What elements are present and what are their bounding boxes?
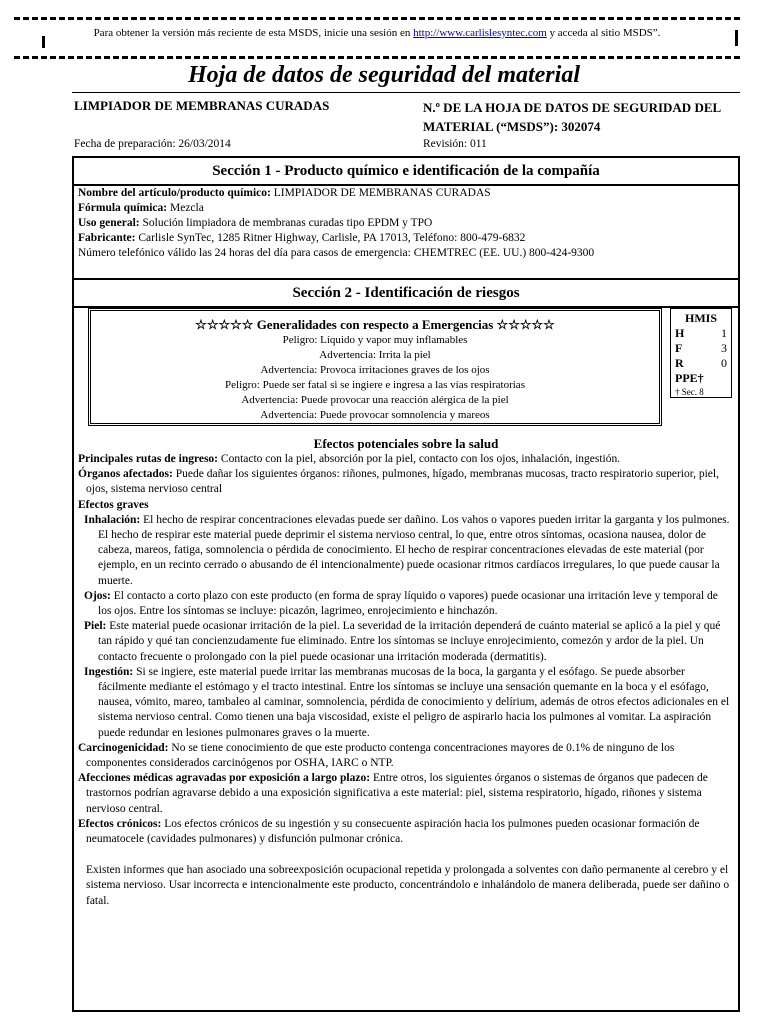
emergency-title: ☆☆☆☆☆ Generalidades con respecto a Emergencias ☆☆☆☆☆ bbox=[195, 317, 555, 332]
title-rule bbox=[72, 92, 740, 93]
general-use-row: Uso general: Solución limpiadora de membranas curadas tipo EPDM y TPO bbox=[78, 217, 433, 229]
carcinogenicity: Carcinogenicidad: No se tiene conocimiento de que este producto contenga concentraciones mayores de 0.1% de ninguno de los componentes considerados carcinógenos por OSHA, IARC o NTP. bbox=[78, 741, 675, 770]
hmis-title: HMIS bbox=[684, 311, 717, 325]
section2-heading: Sección 2 - Identificación de riesgos bbox=[74, 278, 738, 308]
skin-effects: Piel: Este material puede ocasionar irritación de la piel. La severidad de la irritación dependerá de cuánto material se aplicó a la piel y qué tan rápido y qué tan concienzudamente fue eliminado. Entre los síntomas se incluye enrojecimiento, comezón y ardor de la piel. Un contacto frecuente o prolongado con la piel puede ocasionar una irritación moderada (dermatitis). bbox=[84, 620, 721, 663]
emergency-overview-box bbox=[88, 308, 662, 426]
notice-suffix: y acceda al sitio MSDS”. bbox=[546, 27, 661, 39]
notice-bottom-border bbox=[14, 56, 740, 59]
msds-number: N.º DE LA HOJA DE DATOS DE SEGURIDAD DEL MATERIAL (“MSDS”): 302074 bbox=[423, 100, 721, 134]
section1-heading: Sección 1 - Producto químico e identificación de la compañía bbox=[74, 158, 738, 186]
hazard-statement: Advertencia: Puede provocar una reacción alérgica de la piel bbox=[241, 394, 509, 406]
emergency-phone-row: Número telefónico válido las 24 horas del día para casos de emergencia: CHEMTREC (EE. UU.) 800-424-9300 bbox=[78, 247, 595, 259]
hmis-footnote: † Sec. 8 bbox=[675, 387, 704, 397]
hmis-flammability-row: F 3 bbox=[675, 341, 727, 355]
hazard-statement: Advertencia: Provoca irritaciones graves de los ojos bbox=[260, 364, 490, 376]
preparation-date: Fecha de preparación: 26/03/2014 bbox=[74, 138, 231, 150]
product-name: LIMPIADOR DE MEMBRANAS CURADAS bbox=[74, 98, 330, 113]
ingestion-effects: Ingestión: Si se ingiere, este material puede irritar las membranas mucosas de la boca, la garganta y el esófago. Se puede absorber fácilmente mediante el estómago y el tracto intestinal. Entre los síntomas se incluye una sensación quemante en la boca y el esófago, nausea, vómito, mareo, tambaleo al caminar, somnolencia, pérdida de conocimiento y delírium, además de otros efectos adicionales en el sistema nervioso central. Como tienen una baja viscosidad, existe el peligro de aspirarlo hacia los pulmones al vomitar. La aspiración puede redundar en lesiones pulmonares graves o la muerte. bbox=[84, 665, 730, 739]
closing-statement: Existen informes que han asociado una sobreexposición ocupacional repetida y prolongada a solventes con daño permanente al cerebro y el sistema nervioso. Usar incorrecta e intencionalmente este producto, concentrándolo e inhalándolo de manera deliberada, puede ser dañino o fatal. bbox=[86, 864, 730, 907]
hmis-ppe-row: PPE† bbox=[675, 371, 704, 385]
section1-content bbox=[78, 186, 594, 261]
health-effects-content bbox=[78, 452, 734, 909]
manufacturer-row: Fabricante: Carlisle SynTec, 1285 Ritner Highway, Carlisle, PA 17013, Teléfono: 800-479-6832 bbox=[78, 232, 526, 244]
notice-top-border bbox=[14, 17, 740, 20]
hmis-health-row: H 1 bbox=[675, 326, 727, 340]
chronic-effects: Efectos crónicos: Los efectos crónicos de su ingestión y su consecuente aspiración hacia los pulmones pueden ocasionar formación de neumatocele (cavidades pulmonares) y disfunción pulmonar crónica. bbox=[78, 817, 700, 846]
hazard-statement: Peligro: Puede ser fatal si se ingiere e ingresa a las vías respiratorias bbox=[225, 379, 525, 391]
aggravated-conditions: Afecciones médicas agravadas por exposición a largo plazo: Entre otros, los siguientes órganos o sistemas de órganos que padecen de trastornos podrían agravarse debido a una exposición significativa a este material: piel, sistema respiratorio, hígado, riñones y sistema nervioso central. bbox=[78, 772, 708, 815]
sheet-body bbox=[72, 156, 740, 1012]
hazard-statement: Advertencia: Puede provocar somnolencia y mareos bbox=[260, 409, 490, 421]
inhalation-effects: Inhalación: El hecho de respirar concentraciones elevadas puede ser dañino. Los vahos o vapores pueden irritar la garganta y los pulmones. El hecho de respirar este material puede deprimir el sistema nervioso central, lo que, entre otros síntomas, ocasiona nausea, dolor de cabeza, mareos, fatiga, somnolencia o pérdida de conocimiento. El hecho de respirar concentraciones elevadas de este material (por ejemplo, en un recinto cerrado o abusando de él intencionalmente) puede ocasionar ritmos cardíacos irregulares, lo que puede causar la muerte. bbox=[84, 513, 730, 587]
eye-effects: Ojos: El contacto a corto plazo con este producto (en forma de spray líquido o vapores) puede ocasionar una irritación leve y temporal de los ojos. Entre los síntomas se incluye: picazón, lagrimeo, enrojecimiento e hinchazón. bbox=[84, 589, 718, 618]
hazard-statement: Peligro: Líquido y vapor muy inflamables bbox=[282, 334, 468, 346]
routes-of-entry: Principales rutas de ingreso: Contacto con la piel, absorción por la piel, contacto con los ojos, inhalación, ingestión. bbox=[78, 453, 621, 465]
target-organs: Órganos afectados: Puede dañar los siguientes órganos: riñones, pulmones, hígado, membranas mucosas, tracto respiratorio superior, piel, ojos, sistema nervioso central bbox=[78, 468, 719, 496]
acute-effects-heading: Efectos graves bbox=[78, 498, 149, 511]
hazard-statement: Advertencia: Irrita la piel bbox=[319, 349, 431, 361]
hmis-rating-box bbox=[670, 308, 732, 398]
health-effects-title: Efectos potenciales sobre la salud bbox=[313, 436, 499, 451]
hmis-reactivity-row: R 0 bbox=[675, 356, 727, 370]
notice-text bbox=[14, 27, 740, 39]
document-title: Hoja de datos de seguridad del material bbox=[188, 62, 580, 88]
notice-prefix: Para obtener la versión más reciente de esta MSDS, inicie una sesión en bbox=[93, 27, 414, 39]
product-name-row: Nombre del artículo/producto químico: LIMPIADOR DE MEMBRANAS CURADAS bbox=[78, 187, 491, 199]
revision: Revisión: 011 bbox=[423, 138, 487, 150]
formula-row: Fórmula química: Mezcla bbox=[78, 202, 204, 214]
carlisle-link[interactable]: http://www.carlislesyntec.com bbox=[413, 27, 547, 39]
